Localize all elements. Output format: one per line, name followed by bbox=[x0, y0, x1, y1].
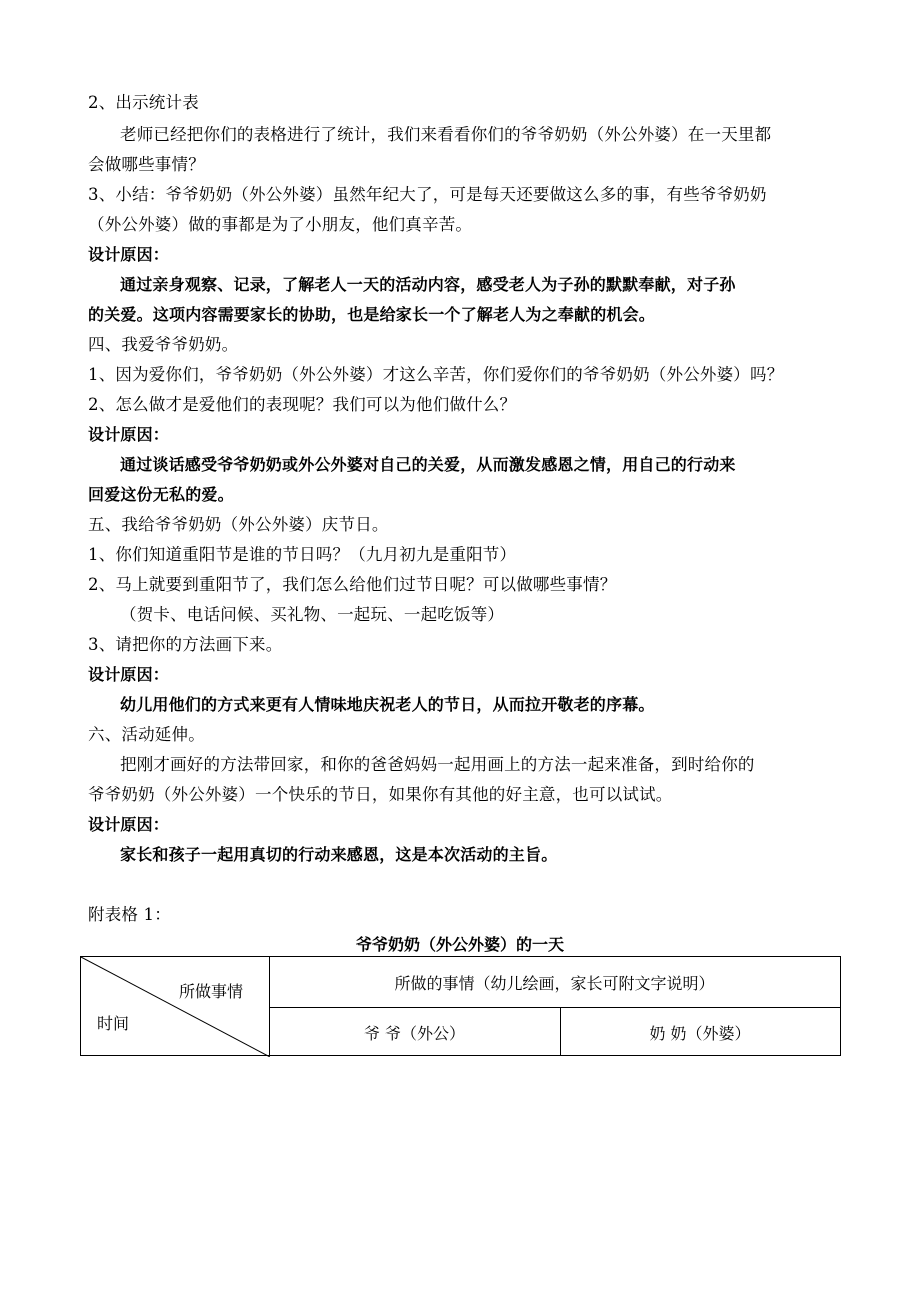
text-line: （外公外婆）做的事都是为了小朋友，他们真辛苦。 bbox=[88, 215, 473, 234]
text-line: 2、怎么做才是爱他们的表现呢？我们可以为他们做什么？ bbox=[88, 395, 517, 414]
text-line: （贺卡、电话问候、买礼物、一起玩、一起吃饭等） bbox=[120, 605, 505, 624]
text-line: 老师已经把你们的表格进行了统计，我们来看看你们的爷爷奶奶（外公外婆）在一天里都 bbox=[120, 125, 772, 144]
bold-paragraph: 回爱这份无私的爱。 bbox=[88, 485, 234, 504]
section-heading: 设计原因： bbox=[88, 425, 170, 444]
row-divider bbox=[269, 1007, 840, 1008]
span-header: 所做的事情（幼儿绘画，家长可附文字说明） bbox=[394, 974, 715, 993]
column-header-grandma: 奶 奶（外婆） bbox=[649, 1024, 751, 1043]
text-line: 会做哪些事情？ bbox=[88, 155, 205, 174]
corner-diagonal bbox=[81, 957, 270, 1057]
text-line: 2、出示统计表 bbox=[88, 93, 199, 112]
table-title: 爷爷奶奶（外公外婆）的一天 bbox=[355, 935, 564, 954]
text-line: 2、马上就要到重阳节了，我们怎么给他们过节日呢？可以做哪些事情？ bbox=[88, 575, 617, 594]
corner-header-bottom: 时间 bbox=[97, 1014, 130, 1033]
section-heading: 设计原因： bbox=[88, 815, 170, 834]
text-line: 爷爷奶奶（外公外婆）一个快乐的节日，如果你有其他的好主意，也可以试试。 bbox=[88, 785, 673, 804]
activity-table bbox=[80, 956, 841, 1056]
bold-paragraph: 通过谈话感受爷爷奶奶或外公外婆对自己的关爱，从而激发感恩之情，用自己的行动来 bbox=[120, 455, 736, 474]
bold-paragraph: 幼儿用他们的方式来更有人情味地庆祝老人的节日，从而拉开敬老的序幕。 bbox=[120, 695, 655, 714]
text-line: 把刚才画好的方法带回家，和你的爸爸妈妈一起用画上的方法一起来准备，到时给你的 bbox=[120, 755, 755, 774]
text-line: 3、小结：爷爷奶奶（外公外婆）虽然年纪大了，可是每天还要做这么多的事，有些爷爷奶奶 bbox=[88, 185, 767, 204]
corner-header-top: 所做事情 bbox=[179, 982, 244, 1001]
section-heading: 设计原因： bbox=[88, 245, 170, 264]
text-line: 五、我给爷爷奶奶（外公外婆）庆节日。 bbox=[88, 515, 389, 534]
bold-paragraph: 的关爱。这项内容需要家长的协助，也是给家长一个了解老人为之奉献的机会。 bbox=[88, 305, 656, 324]
column-header-grandpa: 爷 爷（外公） bbox=[363, 1024, 466, 1043]
appendix-label: 附表格 1： bbox=[88, 905, 171, 924]
text-line: 1、你们知道重阳节是谁的节日吗？（九月初九是重阳节） bbox=[88, 545, 517, 564]
section-heading: 设计原因： bbox=[88, 665, 170, 684]
bold-paragraph: 家长和孩子一起用真切的行动来感恩，这是本次活动的主旨。 bbox=[120, 845, 558, 864]
bold-paragraph: 通过亲身观察、记录，了解老人一天的活动内容，感受老人为子孙的默默奉献，对子孙 bbox=[120, 275, 736, 294]
text-line: 3、请把你的方法画下来。 bbox=[88, 635, 283, 654]
text-line: 四、我爱爷爷奶奶。 bbox=[88, 335, 239, 354]
text-line: 1、因为爱你们，爷爷奶奶（外公外婆）才这么辛苦，你们爱你们的爷爷奶奶（外公外婆）吗？ bbox=[88, 365, 784, 384]
text-line: 六、活动延伸。 bbox=[88, 725, 205, 744]
